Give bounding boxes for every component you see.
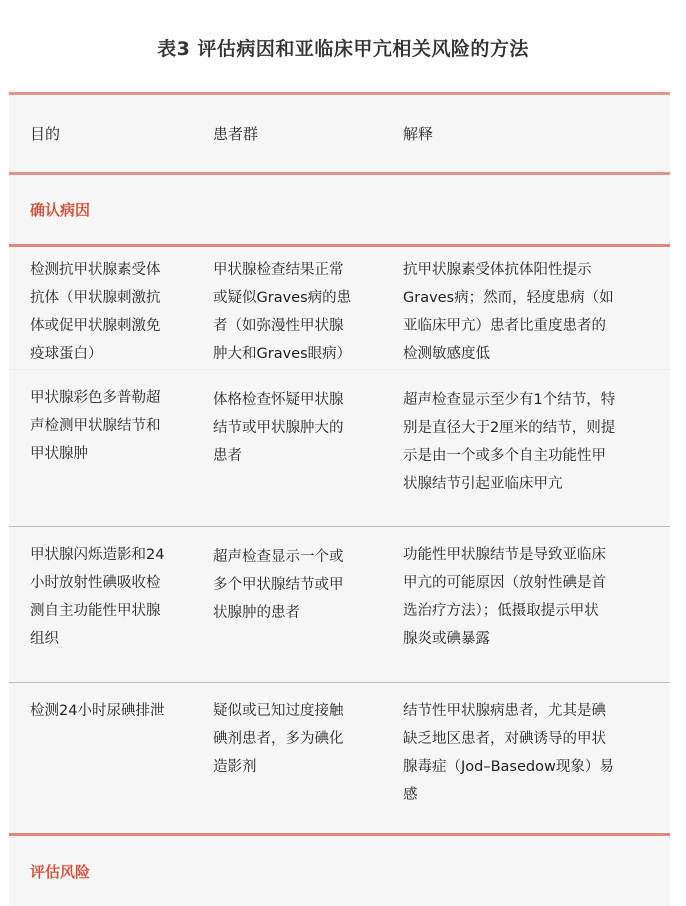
text-line: 组织 bbox=[30, 631, 59, 647]
table-header-row bbox=[9, 95, 670, 172]
cell-purpose bbox=[9, 541, 213, 653]
text-line: 抗甲状腺素受体抗体阳性提示 bbox=[403, 262, 592, 278]
text-line: 缺乏地区患者，对碘诱导的甲状 bbox=[403, 731, 606, 747]
text-line: 超声检查显示一个或 bbox=[213, 549, 344, 565]
cell-interpretation bbox=[403, 697, 670, 809]
text-line: 示是由一个或多个自主功能性甲 bbox=[403, 448, 606, 464]
text-line: 超声检查显示至少有1个结节，特 bbox=[403, 392, 616, 408]
text-line: 声检测甲状腺结节和 bbox=[30, 418, 161, 434]
text-line: 体格检查怀疑甲状腺 bbox=[213, 392, 344, 408]
text-line: 亚临床甲亢）患者比重度患者的 bbox=[403, 318, 606, 334]
header-interpretation: 解释 bbox=[403, 124, 434, 143]
text-line: Graves病；然而，轻度患病（如 bbox=[403, 290, 614, 306]
methods-table bbox=[9, 92, 670, 906]
cell-population bbox=[213, 256, 403, 368]
text-line: 疑似或已知过度接触 bbox=[213, 703, 344, 719]
table-row bbox=[9, 683, 670, 833]
text-line: 别是直径大于2厘米的结节，则提 bbox=[403, 420, 616, 436]
cell-population bbox=[213, 541, 403, 627]
table-title: 表3 评估病因和亚临床甲亢相关风险的方法 bbox=[157, 38, 529, 60]
cell-purpose bbox=[9, 384, 213, 468]
text-line: 检测24小时尿碘排泄 bbox=[30, 703, 165, 719]
text-line: 患者 bbox=[213, 448, 242, 464]
cell-interpretation bbox=[403, 384, 670, 498]
text-line: 抗体（甲状腺刺激抗 bbox=[30, 290, 161, 306]
text-line: 腺炎或碘暴露 bbox=[403, 631, 490, 647]
text-line: 检测敏感度低 bbox=[403, 346, 490, 362]
cell-population bbox=[213, 384, 403, 470]
cell-interpretation bbox=[403, 541, 670, 653]
text-line: 造影剂 bbox=[213, 759, 257, 775]
text-line: 甲状腺检查结果正常 bbox=[213, 262, 344, 278]
text-line: 状腺肿的患者 bbox=[213, 605, 300, 621]
text-line: 腺毒症（Jod–Basedow现象）易 bbox=[403, 759, 614, 775]
text-line: 甲亢的可能原因（放射性碘是首 bbox=[403, 575, 606, 591]
text-line: 功能性甲状腺结节是导致亚临床 bbox=[403, 547, 606, 563]
text-line: 肿大和Graves眼病） bbox=[213, 346, 352, 362]
text-line: 状腺结节引起亚临床甲亢 bbox=[403, 476, 563, 492]
text-line: 选治疗方法）；低摄取提示甲状 bbox=[403, 603, 599, 619]
text-line: 结节或甲状腺肿大的 bbox=[213, 420, 344, 436]
text-line: 疫球蛋白） bbox=[30, 346, 103, 362]
text-line: 多个甲状腺结节或甲 bbox=[213, 577, 344, 593]
text-line: 小时放射性碘吸收检 bbox=[30, 575, 161, 591]
table-row bbox=[9, 527, 670, 682]
cell-purpose bbox=[9, 256, 213, 368]
table-row bbox=[9, 247, 670, 369]
text-line: 甲状腺彩色多普勒超 bbox=[30, 390, 161, 406]
text-line: 甲状腺闪烁造影和24 bbox=[30, 547, 165, 563]
section-label: 评估风险 bbox=[30, 862, 91, 881]
header-population: 患者群 bbox=[213, 124, 259, 143]
cell-interpretation bbox=[403, 256, 670, 368]
section-row-assess-risk bbox=[9, 836, 670, 906]
text-line: 者（如弥漫性甲状腺 bbox=[213, 318, 344, 334]
table-row bbox=[9, 370, 670, 526]
section-label: 确认病因 bbox=[30, 201, 91, 219]
cell-population bbox=[213, 697, 403, 781]
cell-purpose bbox=[9, 697, 213, 725]
text-line: 感 bbox=[403, 787, 418, 803]
text-line: 测自主功能性甲状腺 bbox=[30, 603, 161, 619]
text-line: 或疑似Graves病的患 bbox=[213, 290, 352, 306]
text-line: 检测抗甲状腺素受体 bbox=[30, 262, 161, 278]
header-purpose: 目的 bbox=[30, 124, 61, 143]
text-line: 结节性甲状腺病患者，尤其是碘 bbox=[403, 703, 606, 719]
text-line: 甲状腺肿 bbox=[30, 446, 88, 462]
text-line: 体或促甲状腺刺激免 bbox=[30, 318, 161, 334]
text-line: 碘剂患者，多为碘化 bbox=[213, 731, 344, 747]
section-row-confirm-cause bbox=[9, 175, 670, 244]
